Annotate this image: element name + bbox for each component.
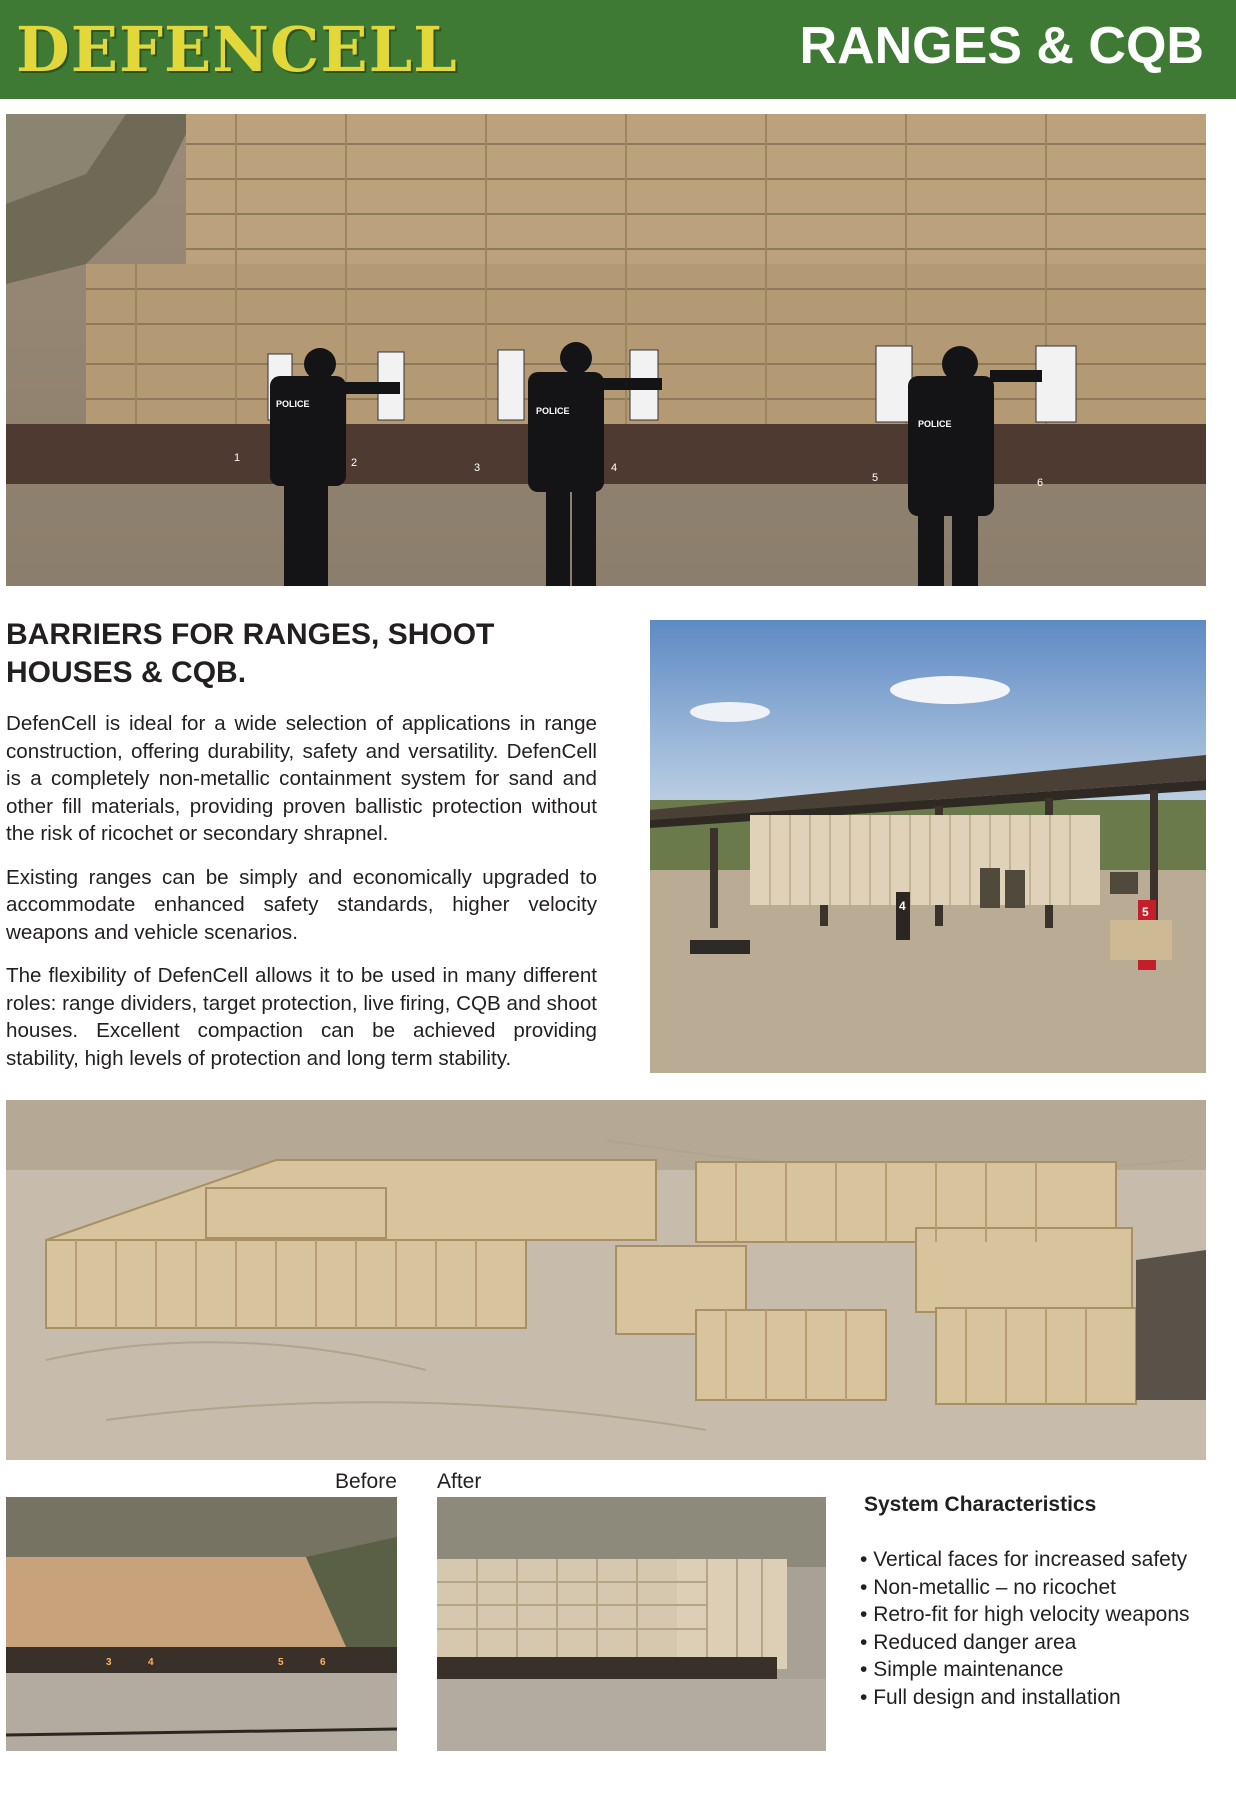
- svg-text:4: 4: [899, 899, 906, 913]
- svg-text:POLICE: POLICE: [918, 419, 952, 429]
- svg-text:3: 3: [106, 1657, 112, 1668]
- svg-text:5: 5: [872, 472, 879, 484]
- svg-text:5: 5: [278, 1657, 284, 1668]
- list-item: • Vertical faces for increased safety: [860, 1546, 1190, 1574]
- brand-logo: DEFENCELL: [16, 13, 458, 86]
- shooting-range-photo: [6, 114, 1206, 586]
- list-item: • Non-metallic – no ricochet: [860, 1574, 1190, 1602]
- covered-range-photo: [650, 620, 1206, 1073]
- article-paragraph: DefenCell is ideal for a wide selection of applications in range construction, offering durability, safety and versatility. DefenCell is a completely non-metallic containment system for sand and other fill materials, providing proven ballistic protection without the risk of ricochet or secondary shrapnel.: [6, 712, 597, 845]
- before-caption: Before: [335, 1470, 397, 1493]
- page-title: RANGES & CQB: [799, 17, 1204, 75]
- article-body: [6, 710, 597, 1088]
- system-characteristics-title: System Characteristics: [864, 1493, 1097, 1516]
- shoot-house-aerial-photo: [6, 1100, 1206, 1460]
- svg-text:6: 6: [1037, 477, 1044, 489]
- svg-text:POLICE: POLICE: [536, 406, 570, 416]
- list-item: • Reduced danger area: [860, 1629, 1190, 1657]
- svg-text:6: 6: [320, 1657, 326, 1668]
- svg-text:4: 4: [148, 1657, 154, 1668]
- header-bar: [0, 0, 1236, 99]
- list-item: • Simple maintenance: [860, 1656, 1190, 1684]
- range-after-photo: [437, 1497, 826, 1751]
- system-characteristics-list: [860, 1546, 1190, 1711]
- article-paragraph: Existing ranges can be simply and economically upgraded to accommodate enhanced safety standards, higher velocity weapons and vehicle scenarios.: [6, 865, 597, 944]
- svg-text:1: 1: [234, 452, 241, 464]
- list-item: • Full design and installation: [860, 1684, 1190, 1712]
- svg-text:5: 5: [1142, 905, 1149, 919]
- svg-text:4: 4: [611, 462, 618, 474]
- svg-text:2: 2: [351, 457, 358, 469]
- after-caption: After: [437, 1470, 482, 1493]
- article-paragraph: The flexibility of DefenCell allows it to be used in many different roles: range dividers, target protection, live firing, CQB and shoot houses. Excellent compaction can be achieved providing stability, high levels of protection and long term stability.: [6, 964, 597, 1070]
- svg-text:3: 3: [474, 462, 481, 474]
- svg-text:POLICE: POLICE: [276, 399, 310, 409]
- article-heading: BARRIERS FOR RANGES, SHOOT HOUSES & CQB.: [6, 618, 495, 689]
- range-before-photo: [6, 1497, 397, 1751]
- list-item: • Retro-fit for high velocity weapons: [860, 1601, 1190, 1629]
